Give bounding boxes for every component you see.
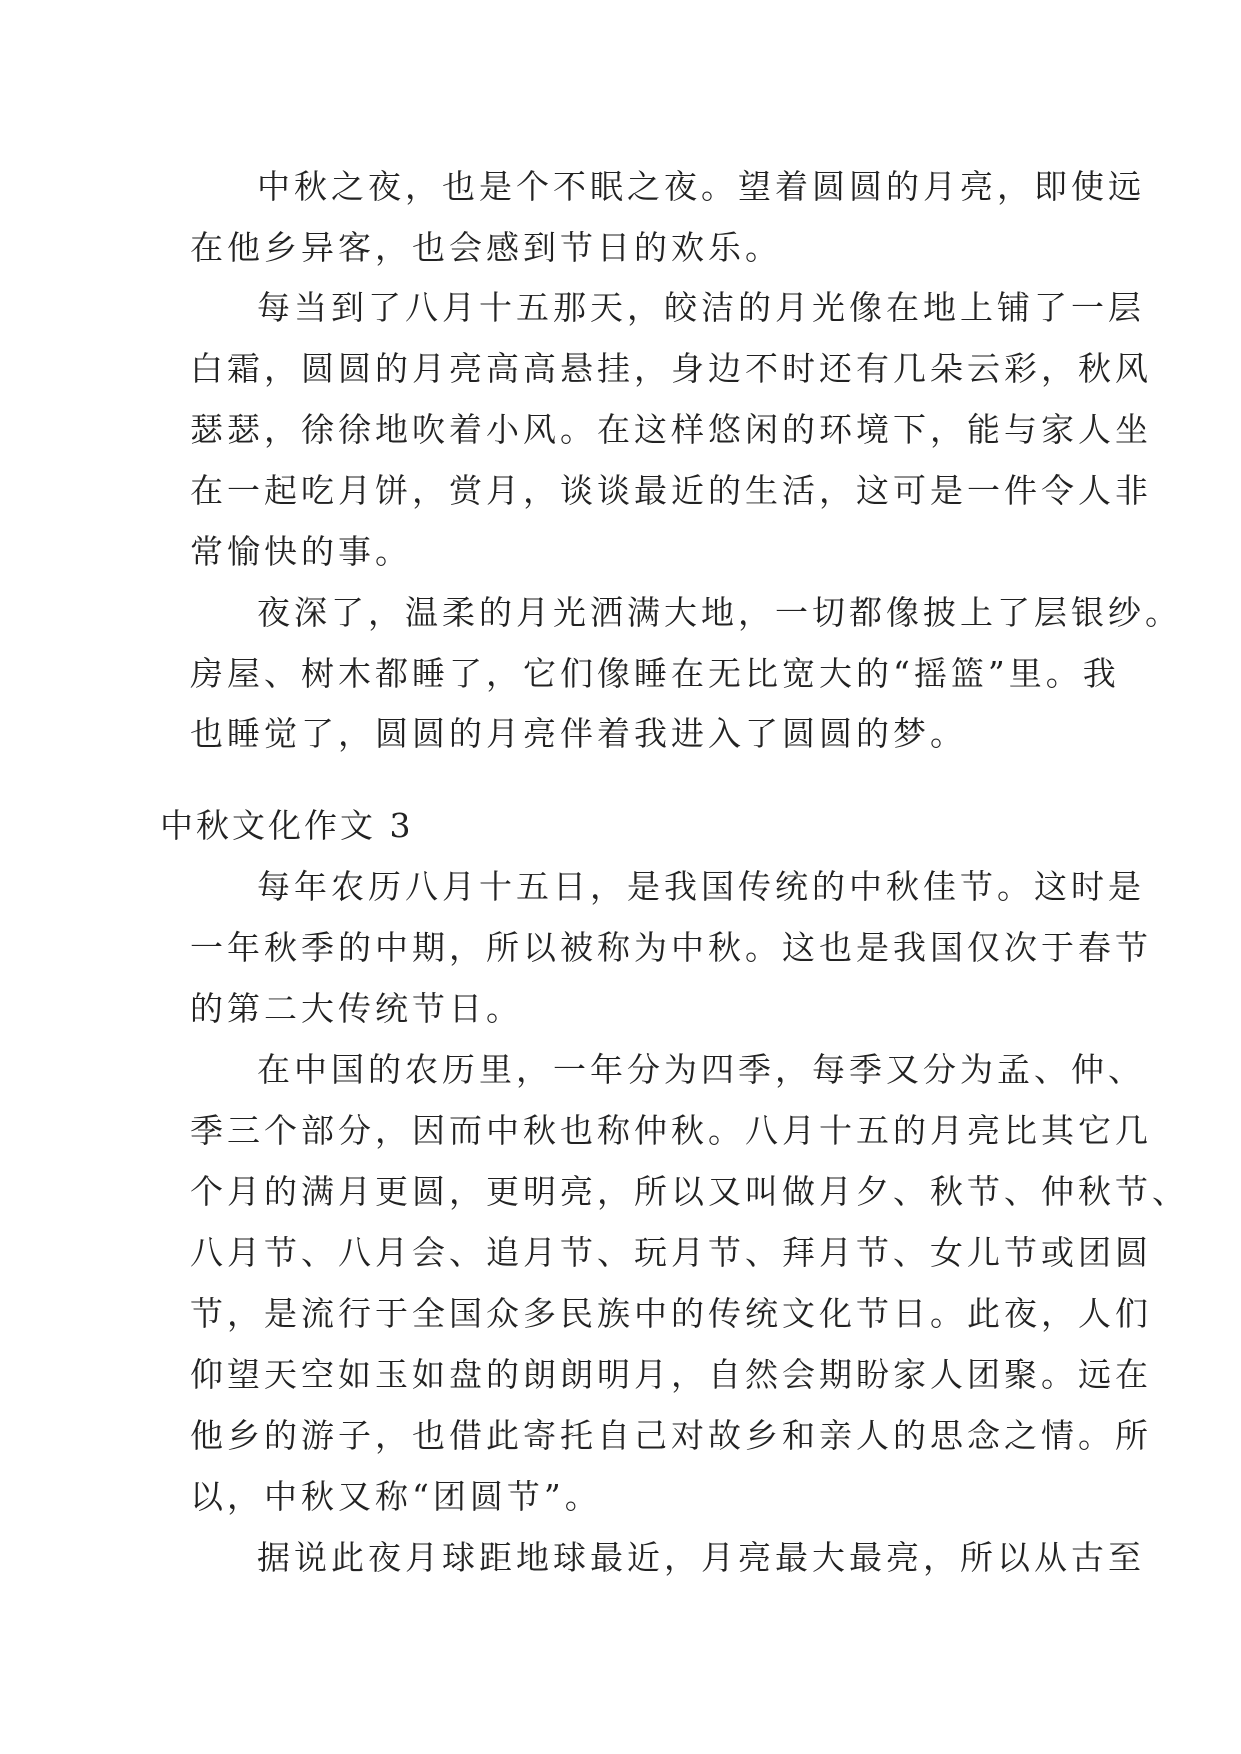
paragraph-3-line-1: 夜深了，温柔的月光洒满大地，一切都像披上了层银纱。: [257, 593, 1182, 632]
paragraph-5-line-7: 他乡的游子，也借此寄托自己对故乡和亲人的思念之情。所: [190, 1416, 1152, 1455]
paragraph-3-line-3: 也睡觉了，圆圆的月亮伴着我进入了圆圆的梦。: [190, 714, 967, 753]
paragraph-5-line-6: 仰望天空如玉如盘的朗朗明月，自然会期盼家人团聚。远在: [190, 1355, 1152, 1394]
paragraph-5-line-5: 节，是流行于全国众多民族中的传统文化节日。此夜，人们: [190, 1294, 1152, 1333]
paragraph-2-line-2: 白霜，圆圆的月亮高高悬挂，身边不时还有几朵云彩，秋风: [190, 349, 1152, 388]
paragraph-2-line-4: 在一起吃月饼，赏月，谈谈最近的生活，这可是一件令人非: [190, 471, 1152, 510]
paragraph-4-line-2: 一年秋季的中期，所以被称为中秋。这也是我国仅次于春节: [190, 928, 1152, 967]
paragraph-5-line-4: 八月节、八月会、追月节、玩月节、拜月节、女儿节或团圆: [190, 1233, 1152, 1272]
paragraph-1-line-2: 在他乡异客，也会感到节日的欢乐。: [190, 228, 782, 267]
paragraph-4-line-3: 的第二大传统节日。: [190, 989, 523, 1028]
paragraph-2-line-3: 瑟瑟，徐徐地吹着小风。在这样悠闲的环境下，能与家人坐: [190, 410, 1152, 449]
paragraph-4-line-1: 每年农历八月十五日，是我国传统的中秋佳节。这时是: [257, 867, 1145, 906]
paragraph-3-line-2: 房屋、树木都睡了，它们像睡在无比宽大的“摇篮”里。我: [190, 654, 1120, 693]
section-heading: 中秋文化作文 3: [160, 806, 414, 845]
paragraph-5-line-2: 季三个部分，因而中秋也称仲秋。八月十五的月亮比其它几: [190, 1111, 1152, 1150]
paragraph-5-line-3: 个月的满月更圆，更明亮，所以又叫做月夕、秋节、仲秋节、: [190, 1172, 1189, 1211]
paragraph-1-line-1: 中秋之夜，也是个不眠之夜。望着圆圆的月亮，即使远: [257, 167, 1145, 206]
paragraph-2-line-1: 每当到了八月十五那天，皎洁的月光像在地上铺了一层: [257, 288, 1145, 327]
paragraph-5-line-8: 以，中秋又称“团圆节”。: [190, 1477, 602, 1516]
paragraph-6-line-1: 据说此夜月球距地球最近，月亮最大最亮，所以从古至: [257, 1538, 1145, 1577]
paragraph-2-line-5: 常愉快的事。: [190, 532, 412, 571]
paragraph-5-line-1: 在中国的农历里，一年分为四季，每季又分为孟、仲、: [257, 1050, 1145, 1089]
